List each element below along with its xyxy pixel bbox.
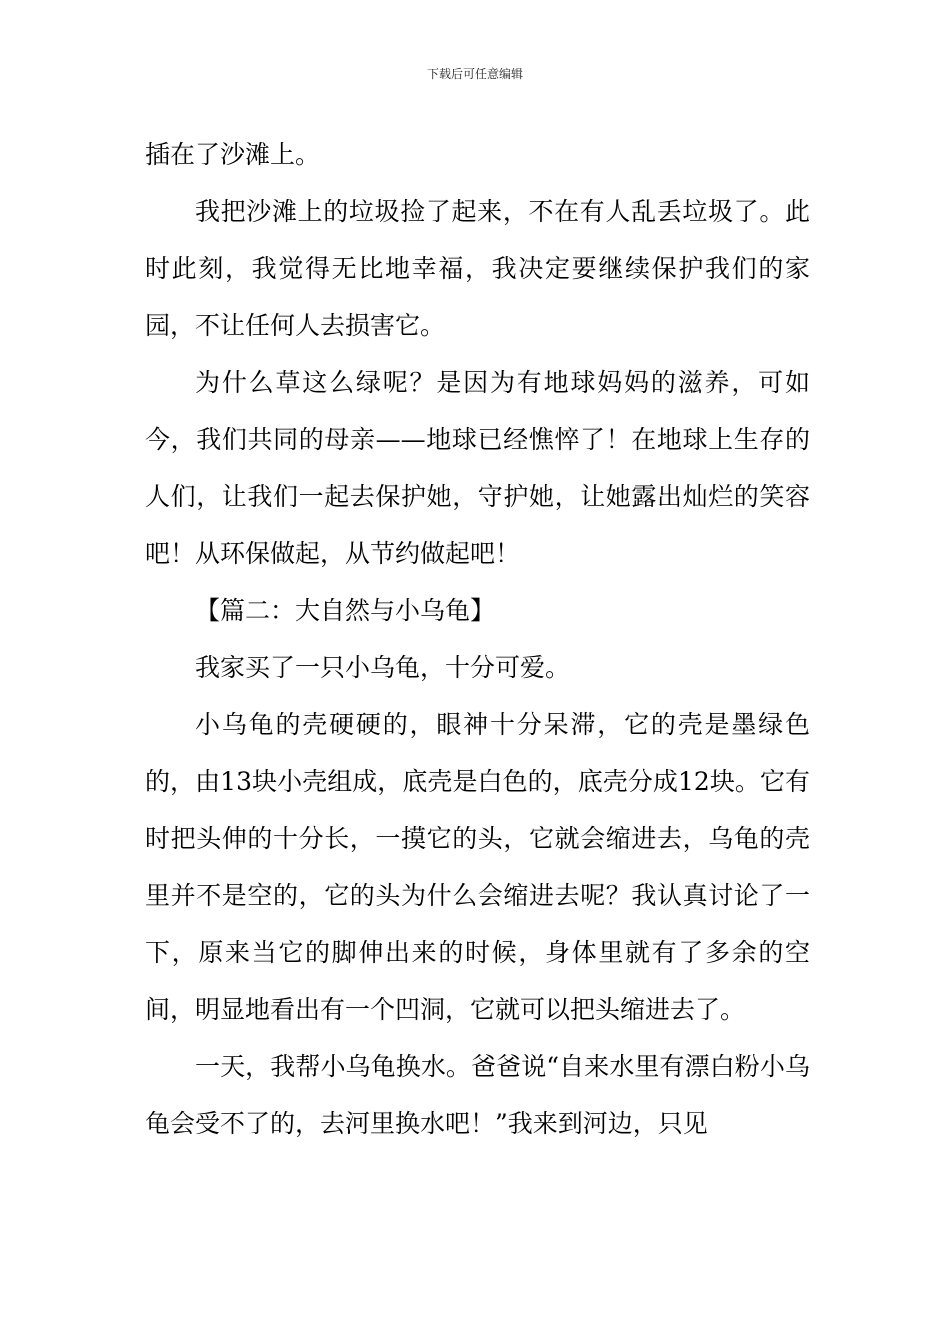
paragraph: 为什么草这么绿呢？是因为有地球妈妈的滋养，可如今，我们共同的母亲——地球已经憔悴了！在地球上生存的人们，让我们一起去保护她，守护她，让她露出灿烂的笑容吧！从环保做起，从节约做起吧！ (145, 368, 810, 568)
paragraph: 我把沙滩上的垃圾捡了起来，不在有人乱丢垃圾了。此时此刻，我觉得无比地幸福，我决定要继续保护我们的家园，不让任何人去损害它。 (145, 197, 810, 340)
paragraph: 一天，我帮小乌龟换水。爸爸说“自来水里有漂白粉小乌龟会受不了的，去河里换水吧！”我来到河边，只见 (145, 1052, 810, 1138)
page-header: 下载后可任意编辑 (426, 67, 523, 81)
section-heading: 【篇二：大自然与小乌龟】 (195, 596, 496, 625)
paragraph: 小乌龟的壳硬硬的，眼神十分呆滞，它的壳是墨绿色的，由13块小壳组成，底壳是白色的，底壳分成12块。它有时把头伸的十分长，一摸它的头，它就会缩进去，乌龟的壳里并不是空的，它的头为什么会缩进去呢？我认真讨论了一下，原来当它的脚伸出来的时候，身体里就有了多余的空间，明显地看出有一个凹洞，它就可以把头缩进去了。 (145, 710, 810, 1024)
paragraph-continuation: 插在了沙滩上。 (145, 140, 321, 169)
document-body (145, 126, 810, 1152)
paragraph: 我家买了一只小乌龟，十分可爱。 (195, 653, 571, 682)
